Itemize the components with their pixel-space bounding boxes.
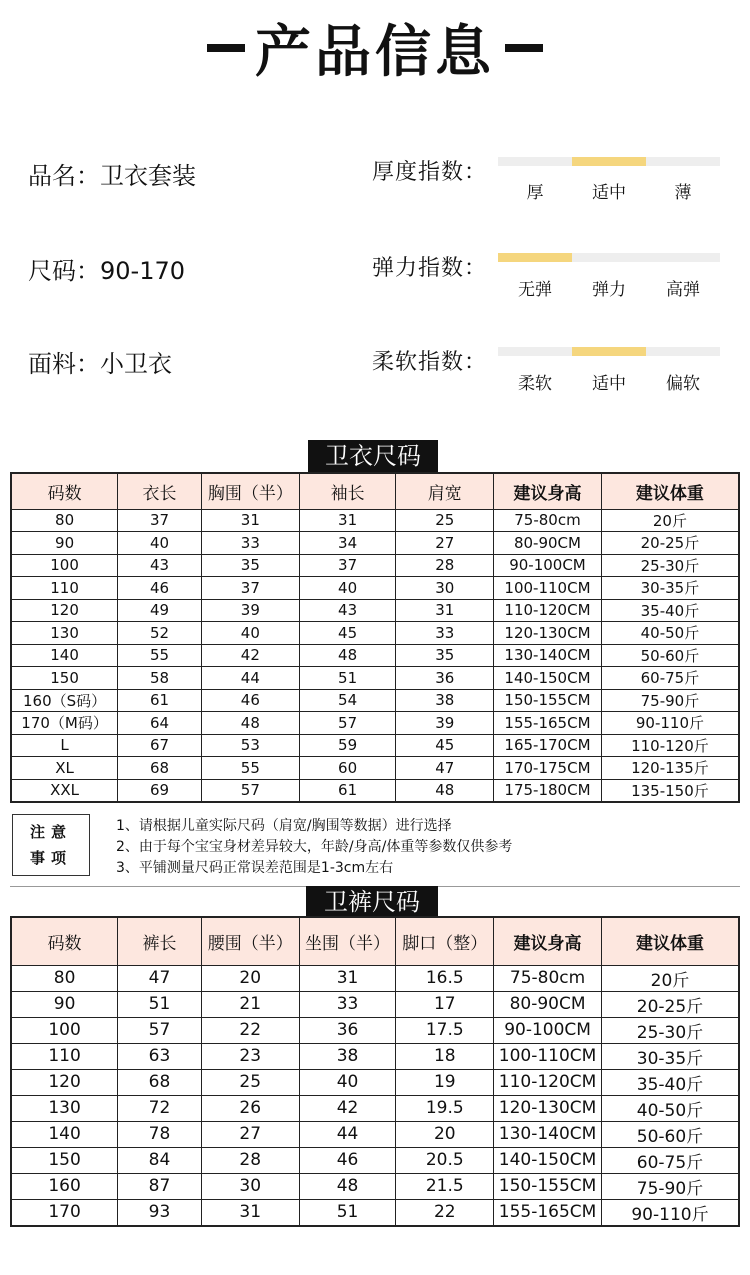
- page-title: 产品信息: [255, 20, 495, 85]
- table-cell: 40: [201, 622, 299, 645]
- table-cell: 37: [118, 509, 202, 532]
- thickness-index-bar: [498, 157, 720, 166]
- table-cell: 20斤: [601, 965, 739, 991]
- table-cell: 35: [201, 554, 299, 577]
- table-row: [11, 1121, 739, 1147]
- table-cell: 33: [299, 991, 396, 1017]
- table-cell: 69: [118, 779, 202, 802]
- table-cell: 21.5: [396, 1173, 494, 1199]
- table-cell: 46: [201, 689, 299, 712]
- table-cell: 59: [299, 734, 396, 757]
- table-cell: 67: [118, 734, 202, 757]
- table-cell: 75-80cm: [494, 509, 602, 532]
- table-cell: 30-35斤: [601, 577, 739, 600]
- table-row: [11, 779, 739, 802]
- option-high-stretch: 高弹: [666, 280, 700, 300]
- table-cell: 150-155CM: [494, 689, 602, 712]
- table-cell: 27: [201, 1121, 299, 1147]
- table-cell: 30: [396, 577, 494, 600]
- table-cell: XL: [11, 757, 118, 780]
- table-cell: 140-150CM: [494, 1147, 602, 1173]
- table-cell: 46: [118, 577, 202, 600]
- table-cell: 37: [201, 577, 299, 600]
- table-cell: 27: [396, 532, 494, 555]
- table-cell: 42: [201, 644, 299, 667]
- table-cell: 60-75斤: [601, 1147, 739, 1173]
- table-row: [11, 1147, 739, 1173]
- table-cell: 20-25斤: [601, 532, 739, 555]
- table-cell: 120-130CM: [494, 1095, 602, 1121]
- table-cell: 170（M码）: [11, 712, 118, 735]
- table-cell: 52: [118, 622, 202, 645]
- table-cell: 100-110CM: [494, 577, 602, 600]
- table-cell: 35-40斤: [601, 599, 739, 622]
- table-row: [11, 622, 739, 645]
- table-cell: 20: [201, 965, 299, 991]
- table-cell: 31: [201, 509, 299, 532]
- table-cell: 31: [201, 1199, 299, 1226]
- table-cell: 31: [396, 599, 494, 622]
- table-cell: 110-120CM: [494, 599, 602, 622]
- table-cell: 53: [201, 734, 299, 757]
- table-cell: 28: [201, 1147, 299, 1173]
- table-row: [11, 532, 739, 555]
- table-cell: 80-90CM: [494, 991, 602, 1017]
- table-cell: 80-90CM: [494, 532, 602, 555]
- table-cell: 120: [11, 599, 118, 622]
- table-cell: 140: [11, 1121, 118, 1147]
- table-cell: 43: [118, 554, 202, 577]
- table-cell: 36: [396, 667, 494, 690]
- table-cell: 17.5: [396, 1017, 494, 1043]
- table-cell: 150: [11, 1147, 118, 1173]
- table-cell: 31: [299, 509, 396, 532]
- table-cell: 120-135斤: [601, 757, 739, 780]
- table-cell: 45: [299, 622, 396, 645]
- table-row: [11, 1043, 739, 1069]
- table-cell: 38: [299, 1043, 396, 1069]
- top-table-header-row: [11, 473, 739, 509]
- table-cell: 18: [396, 1043, 494, 1069]
- table-cell: 160（S码）: [11, 689, 118, 712]
- table-cell: 140: [11, 644, 118, 667]
- table-cell: 25: [201, 1069, 299, 1095]
- table-cell: 75-90斤: [601, 1173, 739, 1199]
- table-cell: 90-110斤: [601, 712, 739, 735]
- table-cell: 64: [118, 712, 202, 735]
- table-cell: 54: [299, 689, 396, 712]
- table-cell: 31: [299, 965, 396, 991]
- table-cell: 78: [118, 1121, 202, 1147]
- thickness-index-label: 厚度指数：: [372, 160, 488, 185]
- bottom-table-title: 卫裤尺码: [306, 886, 438, 918]
- table-cell: 90-110斤: [601, 1199, 739, 1226]
- table-cell: 84: [118, 1147, 202, 1173]
- col-header: 腰围（半）: [201, 917, 299, 965]
- table-cell: 33: [396, 622, 494, 645]
- table-cell: 30-35斤: [601, 1043, 739, 1069]
- table-cell: 20斤: [601, 509, 739, 532]
- table-cell: 130: [11, 622, 118, 645]
- table-cell: 57: [201, 779, 299, 802]
- table-cell: 47: [396, 757, 494, 780]
- notes-label-box: [12, 814, 90, 876]
- table-row: [11, 757, 739, 780]
- table-cell: 25-30斤: [601, 1017, 739, 1043]
- table-cell: 50-60斤: [601, 1121, 739, 1147]
- notes-list: [116, 816, 512, 879]
- table-cell: 130: [11, 1095, 118, 1121]
- option-slightly-soft: 偏软: [666, 374, 700, 394]
- table-cell: 90: [11, 532, 118, 555]
- table-cell: 26: [201, 1095, 299, 1121]
- table-cell: 80: [11, 965, 118, 991]
- table-cell: 19: [396, 1069, 494, 1095]
- table-cell: 150: [11, 667, 118, 690]
- product-fabric: 面料：小卫衣: [28, 350, 172, 378]
- option-medium: 适中: [592, 183, 626, 203]
- table-cell: 155-165CM: [494, 712, 602, 735]
- table-cell: 35: [396, 644, 494, 667]
- table-cell: L: [11, 734, 118, 757]
- table-cell: 48: [299, 644, 396, 667]
- table-row: [11, 1199, 739, 1226]
- header-dash-left: [207, 44, 245, 52]
- table-cell: 20: [396, 1121, 494, 1147]
- product-name: 品名：卫衣套装: [28, 162, 196, 190]
- table-cell: 48: [201, 712, 299, 735]
- table-cell: 130-140CM: [494, 1121, 602, 1147]
- table-row: [11, 554, 739, 577]
- table-cell: 90: [11, 991, 118, 1017]
- col-header: 建议体重: [601, 917, 739, 965]
- table-cell: 34: [299, 532, 396, 555]
- table-cell: 140-150CM: [494, 667, 602, 690]
- table-cell: 49: [118, 599, 202, 622]
- option-no-stretch: 无弹: [518, 280, 552, 300]
- table-cell: 16.5: [396, 965, 494, 991]
- table-cell: 55: [201, 757, 299, 780]
- table-cell: 60: [299, 757, 396, 780]
- table-cell: 68: [118, 1069, 202, 1095]
- table-cell: 40: [299, 577, 396, 600]
- table-cell: 42: [299, 1095, 396, 1121]
- table-cell: 51: [299, 1199, 396, 1226]
- table-cell: 135-150斤: [601, 779, 739, 802]
- table-cell: 36: [299, 1017, 396, 1043]
- bottom-table-header-row: [11, 917, 739, 965]
- table-cell: 61: [118, 689, 202, 712]
- col-header: 建议体重: [601, 473, 739, 509]
- table-cell: 44: [299, 1121, 396, 1147]
- table-cell: 90-100CM: [494, 554, 602, 577]
- table-cell: XXL: [11, 779, 118, 802]
- page-header: [0, 8, 750, 88]
- table-cell: 17: [396, 991, 494, 1017]
- table-cell: 38: [396, 689, 494, 712]
- table-cell: 51: [299, 667, 396, 690]
- col-header: 肩宽: [396, 473, 494, 509]
- col-header: 建议身高: [494, 473, 602, 509]
- table-cell: 150-155CM: [494, 1173, 602, 1199]
- table-cell: 35-40斤: [601, 1069, 739, 1095]
- table-cell: 120-130CM: [494, 622, 602, 645]
- table-row: [11, 667, 739, 690]
- table-cell: 22: [201, 1017, 299, 1043]
- table-row: [11, 965, 739, 991]
- table-row: [11, 1095, 739, 1121]
- option-thin: 薄: [674, 183, 692, 203]
- table-row: [11, 689, 739, 712]
- table-row: [11, 734, 739, 757]
- table-cell: 75-90斤: [601, 689, 739, 712]
- bottom-size-table: [10, 916, 740, 1227]
- table-cell: 23: [201, 1043, 299, 1069]
- table-row: [11, 712, 739, 735]
- table-cell: 46: [299, 1147, 396, 1173]
- table-row: [11, 599, 739, 622]
- table-cell: 93: [118, 1199, 202, 1226]
- table-cell: 40-50斤: [601, 1095, 739, 1121]
- table-cell: 110: [11, 577, 118, 600]
- col-header: 坐围（半）: [299, 917, 396, 965]
- elasticity-index-options: [498, 275, 720, 300]
- table-cell: 39: [396, 712, 494, 735]
- table-cell: 87: [118, 1173, 202, 1199]
- table-row: [11, 1069, 739, 1095]
- col-header: 衣长: [118, 473, 202, 509]
- table-cell: 80: [11, 509, 118, 532]
- col-header: 建议身高: [494, 917, 602, 965]
- table-cell: 110-120CM: [494, 1069, 602, 1095]
- table-cell: 90-100CM: [494, 1017, 602, 1043]
- table-cell: 61: [299, 779, 396, 802]
- table-row: [11, 644, 739, 667]
- table-cell: 160: [11, 1173, 118, 1199]
- table-cell: 37: [299, 554, 396, 577]
- product-size: 尺码：90-170: [28, 257, 186, 285]
- table-cell: 40: [118, 532, 202, 555]
- table-cell: 48: [396, 779, 494, 802]
- table-row: [11, 577, 739, 600]
- table-cell: 75-80cm: [494, 965, 602, 991]
- note-item: 3、平铺测量尺码正常误差范围是1-3cm左右: [116, 860, 394, 876]
- table-cell: 130-140CM: [494, 644, 602, 667]
- softness-index-bar: [498, 347, 720, 356]
- table-cell: 48: [299, 1173, 396, 1199]
- col-header: 码数: [11, 917, 118, 965]
- option-soft: 柔软: [518, 374, 552, 394]
- notes-label-line-2: 事项: [29, 849, 72, 867]
- table-cell: 44: [201, 667, 299, 690]
- table-cell: 110: [11, 1043, 118, 1069]
- softness-index-fill: [572, 347, 646, 356]
- thickness-index-fill: [572, 157, 646, 166]
- table-cell: 50-60斤: [601, 644, 739, 667]
- table-cell: 40-50斤: [601, 622, 739, 645]
- top-table-title: 卫衣尺码: [308, 440, 438, 472]
- table-cell: 25: [396, 509, 494, 532]
- note-item: 2、由于每个宝宝身材差异较大，年龄/身高/体重等参数仅供参考: [116, 839, 513, 855]
- softness-index-options: [498, 369, 720, 394]
- col-header: 袖长: [299, 473, 396, 509]
- table-cell: 100-110CM: [494, 1043, 602, 1069]
- col-header: 胸围（半）: [201, 473, 299, 509]
- table-cell: 25-30斤: [601, 554, 739, 577]
- table-cell: 19.5: [396, 1095, 494, 1121]
- table-cell: 20-25斤: [601, 991, 739, 1017]
- elasticity-index-label: 弹力指数：: [372, 256, 488, 281]
- table-cell: 43: [299, 599, 396, 622]
- table-cell: 51: [118, 991, 202, 1017]
- table-cell: 58: [118, 667, 202, 690]
- table-cell: 100: [11, 554, 118, 577]
- table-cell: 60-75斤: [601, 667, 739, 690]
- table-cell: 22: [396, 1199, 494, 1226]
- option-stretch: 弹力: [592, 280, 626, 300]
- col-header: 码数: [11, 473, 118, 509]
- table-cell: 63: [118, 1043, 202, 1069]
- header-dash-right: [505, 44, 543, 52]
- table-cell: 110-120斤: [601, 734, 739, 757]
- elasticity-index-bar: [498, 253, 720, 262]
- table-cell: 57: [118, 1017, 202, 1043]
- table-cell: 40: [299, 1069, 396, 1095]
- notes-label-line-1: 注意: [29, 823, 72, 841]
- table-cell: 47: [118, 965, 202, 991]
- table-row: [11, 991, 739, 1017]
- table-cell: 120: [11, 1069, 118, 1095]
- table-row: [11, 509, 739, 532]
- table-cell: 30: [201, 1173, 299, 1199]
- table-cell: 155-165CM: [494, 1199, 602, 1226]
- table-cell: 72: [118, 1095, 202, 1121]
- option-thick: 厚: [526, 183, 544, 203]
- table-cell: 20.5: [396, 1147, 494, 1173]
- top-size-table: [10, 472, 740, 803]
- col-header: 脚口（整）: [396, 917, 494, 965]
- table-row: [11, 1173, 739, 1199]
- table-cell: 68: [118, 757, 202, 780]
- table-cell: 33: [201, 532, 299, 555]
- table-cell: 57: [299, 712, 396, 735]
- table-cell: 165-170CM: [494, 734, 602, 757]
- note-item: 1、请根据儿童实际尺码（肩宽/胸围等数据）进行选择: [116, 818, 452, 834]
- table-cell: 45: [396, 734, 494, 757]
- table-cell: 28: [396, 554, 494, 577]
- table-cell: 39: [201, 599, 299, 622]
- col-header: 裤长: [118, 917, 202, 965]
- table-cell: 170-175CM: [494, 757, 602, 780]
- table-cell: 55: [118, 644, 202, 667]
- table-cell: 170: [11, 1199, 118, 1226]
- table-row: [11, 1017, 739, 1043]
- elasticity-index-fill: [498, 253, 572, 262]
- thickness-index-options: [498, 178, 720, 203]
- table-cell: 100: [11, 1017, 118, 1043]
- softness-index-label: 柔软指数：: [372, 350, 488, 375]
- option-medium-soft: 适中: [592, 374, 626, 394]
- table-cell: 175-180CM: [494, 779, 602, 802]
- table-cell: 21: [201, 991, 299, 1017]
